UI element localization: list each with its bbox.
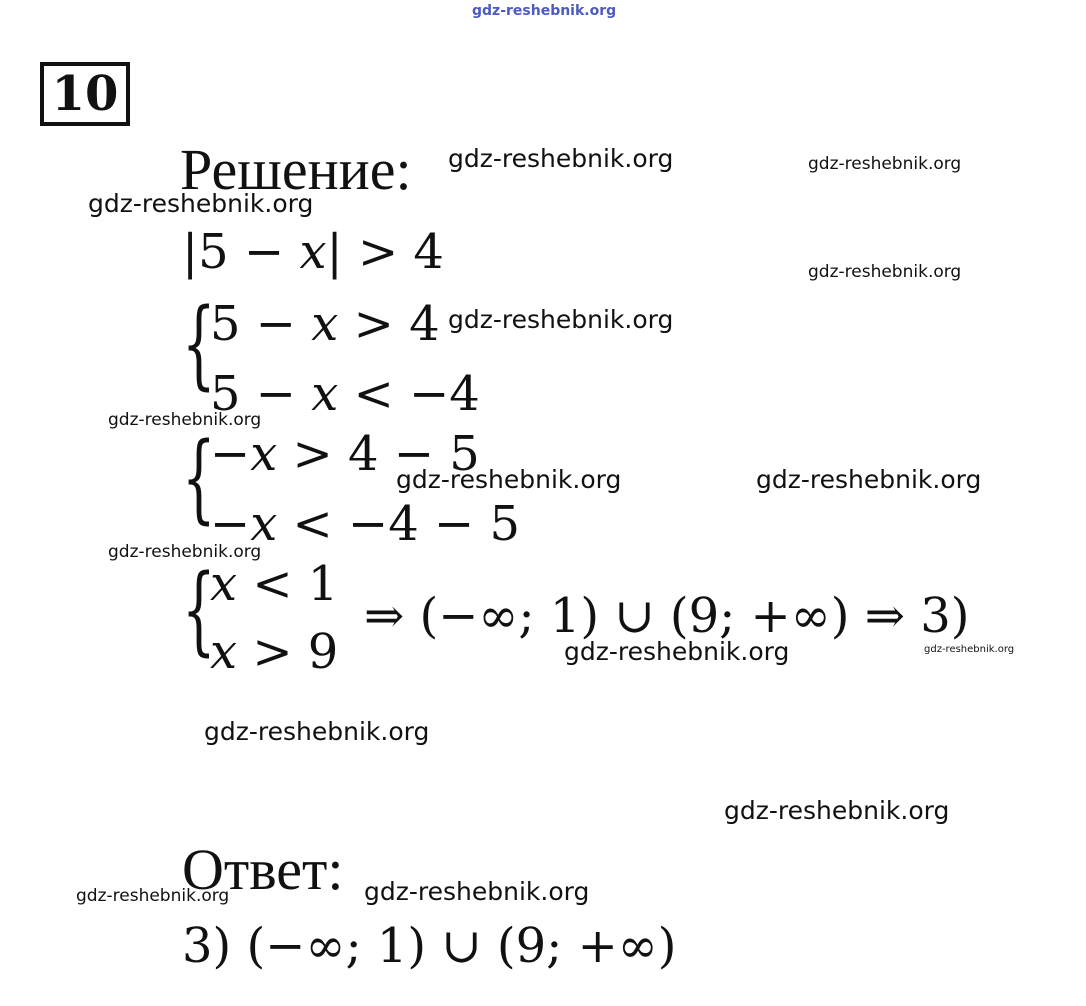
watermark: gdz-reshebnik.org [76, 886, 230, 906]
system3-line2: 𝑥 > 9 [210, 624, 339, 680]
watermark: gdz-reshebnik.org [472, 3, 617, 19]
watermark: gdz-reshebnik.org [204, 717, 430, 746]
watermark: gdz-reshebnik.org [108, 410, 262, 430]
system2-line1: −𝑥 > 4 − 5 [210, 426, 480, 482]
watermark: gdz-reshebnik.org [924, 644, 1015, 655]
task-number: 10 [40, 62, 130, 126]
answer-value: 3) (−∞; 1) ∪ (9; +∞) [182, 918, 677, 974]
watermark: gdz-reshebnik.org [724, 796, 950, 825]
system-brace: { [182, 288, 216, 400]
watermark: gdz-reshebnik.org [396, 465, 622, 494]
watermark: gdz-reshebnik.org [808, 262, 962, 282]
system1-line2: 5 − 𝑥 < −4 [210, 366, 480, 422]
watermark: gdz-reshebnik.org [364, 877, 590, 906]
system-brace: { [182, 554, 216, 666]
system1-line1: 5 − 𝑥 > 4 [210, 296, 440, 352]
system-brace: { [182, 422, 216, 534]
watermark: gdz-reshebnik.org [88, 189, 314, 218]
solution-result: ⇒ (−∞; 1) ∪ (9; +∞) ⇒ 3) [364, 588, 970, 644]
answer-heading: Ответ: [182, 837, 344, 902]
watermark: gdz-reshebnik.org [756, 465, 982, 494]
inequality-abs: |5 − 𝑥| > 4 [182, 224, 444, 280]
watermark: gdz-reshebnik.org [808, 154, 962, 174]
system3-line1: 𝑥 < 1 [210, 556, 339, 612]
watermark: gdz-reshebnik.org [108, 542, 262, 562]
system2-line2: −𝑥 < −4 − 5 [210, 496, 521, 552]
watermark: gdz-reshebnik.org [448, 144, 674, 173]
watermark: gdz-reshebnik.org [448, 305, 674, 334]
watermark: gdz-reshebnik.org [564, 637, 790, 666]
solution-heading: Решение: [180, 137, 412, 202]
